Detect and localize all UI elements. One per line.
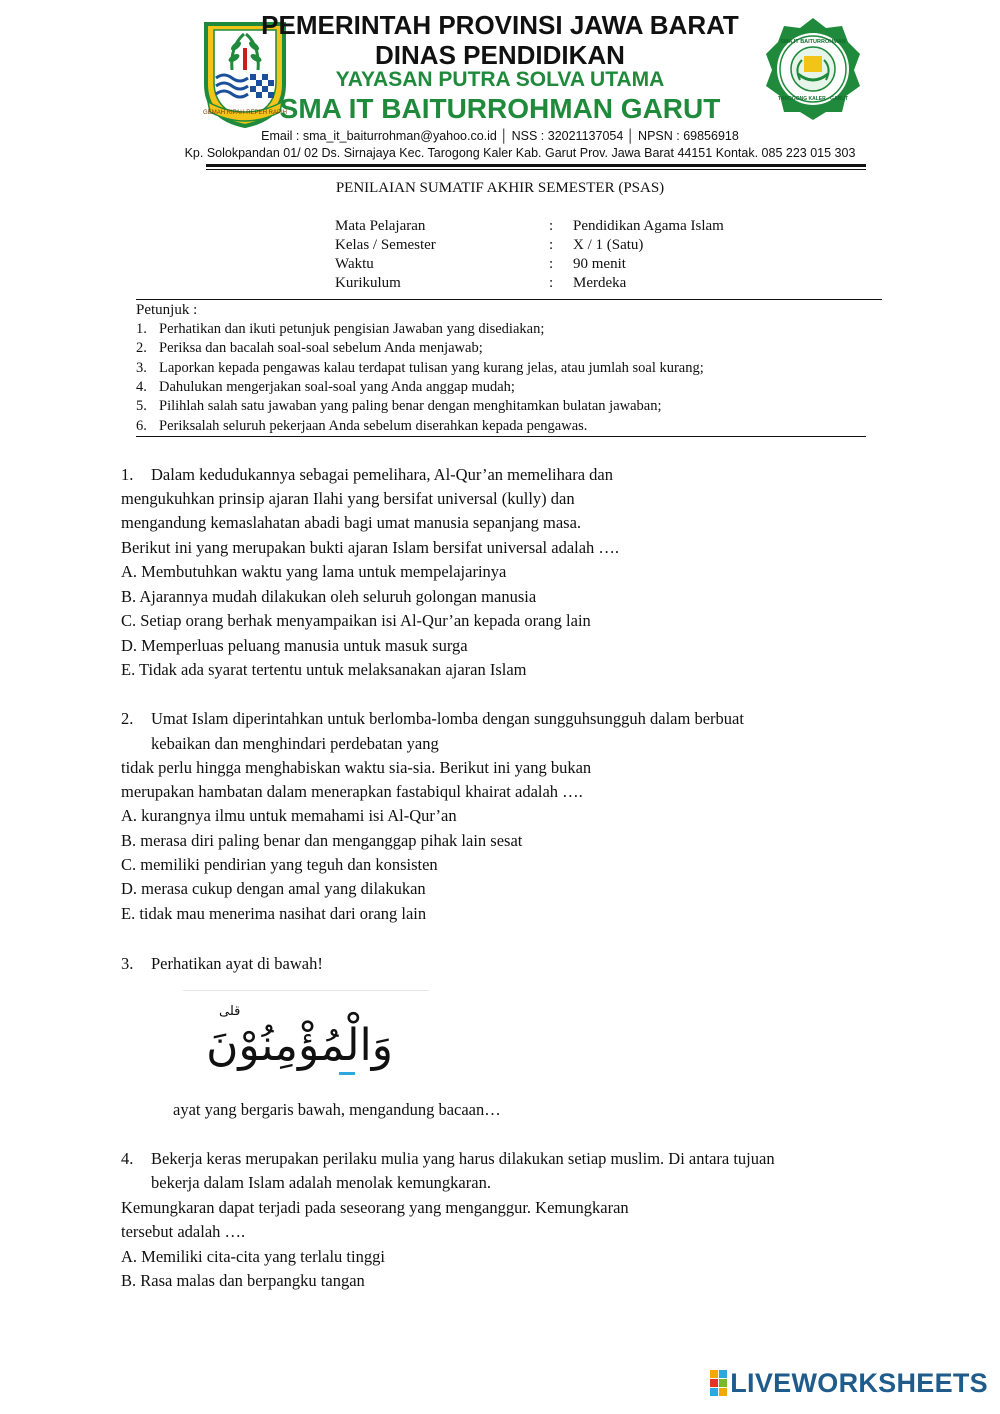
instruction-number: 2.	[136, 340, 147, 356]
arabic-verse-image	[205, 1000, 405, 1088]
answer-option-b[interactable]: B. Rasa malas dan berpangku tangan	[121, 1271, 365, 1290]
info-divider	[136, 299, 882, 300]
question-number: 2.	[121, 709, 134, 728]
info-label: Kelas / Semester	[335, 237, 436, 253]
instruction-text: Dahulukan mengerjakan soal-soal yang Anda anggap mudah;	[159, 379, 515, 395]
question-line: tersebut adalah ….	[121, 1222, 246, 1241]
arabic-highlight-underline	[339, 1072, 355, 1075]
question-caption: ayat yang bergaris bawah, mengandung bacaan…	[173, 1100, 501, 1119]
question-text	[121, 709, 744, 729]
liveworksheets-logo-icon	[710, 1370, 727, 1396]
info-value: Merdeka	[573, 275, 627, 291]
info-value: 90 menit	[573, 256, 626, 272]
arabic-verse-text: وَالْمُؤْمِنُوْنَ	[206, 1020, 393, 1071]
letterhead-contact: Email : sma_it_baiturrohman@yahoo.co.id │ NSS : 32021137054 │ NPSN : 69856918	[261, 129, 739, 143]
answer-option-e[interactable]: E. tidak mau menerima nasihat dari orang lain	[121, 904, 427, 923]
arabic-image-top-border	[183, 990, 429, 991]
letterhead-line-2: DINAS PENDIDIKAN	[375, 40, 625, 70]
question-line: Perhatikan ayat di bawah!	[151, 954, 323, 973]
info-label: Waktu	[335, 256, 374, 272]
instruction-text: Pilihlah salah satu jawaban yang paling benar dengan menghitamkan bulatan jawaban;	[159, 398, 662, 414]
question-number: 3.	[121, 954, 134, 973]
school-seal-logo	[764, 16, 862, 122]
question-line: mengandung kemaslahatan abadi bagi umat manusia sepanjang masa.	[121, 513, 582, 532]
answer-option-e[interactable]: E. Tidak ada syarat tertentu untuk melaksanakan ajaran Islam	[121, 660, 527, 679]
question-line: tidak perlu hingga menghabiskan waktu sia-sia. Berikut ini yang bukan	[121, 758, 592, 777]
question-line: merupakan hambatan dalam menerapkan fastabiqul khairat adalah ….	[121, 782, 583, 801]
answer-option-a[interactable]: A. Membutuhkan waktu yang lama untuk mempelajarinya	[121, 562, 507, 581]
instruction-number: 3.	[136, 360, 147, 376]
question-text	[121, 1149, 775, 1169]
info-label: Kurikulum	[335, 275, 401, 291]
answer-option-a[interactable]: A. kurangnya ilmu untuk memahami isi Al-Qur’an	[121, 806, 457, 825]
instruction-text: Periksa dan bacalah soal-soal sebelum Anda menjawab;	[159, 340, 483, 356]
answer-option-b[interactable]: B. merasa diri paling benar dan menganggap pihak lain sesat	[121, 831, 523, 850]
info-separator: :	[549, 218, 554, 234]
question-line: bekerja dalam Islam adalah menolak kemungkaran.	[151, 1173, 491, 1192]
question-line: Kemungkaran dapat terjadi pada seseorang yang menganggur. Kemungkaran	[121, 1198, 629, 1217]
question-line: Bekerja keras merupakan perilaku mulia yang harus dilakukan setiap muslim. Di antara tujuan	[151, 1149, 775, 1168]
instruction-number: 4.	[136, 379, 147, 395]
svg-text:GEMAH RIPAH REPEH RAPIH: GEMAH RIPAH REPEH RAPIH	[203, 110, 287, 116]
instructions-heading: Petunjuk :	[136, 302, 198, 318]
question-line: mengukuhkan prinsip ajaran Ilahi yang bersifat universal (kully) dan	[121, 489, 575, 508]
question-number: 4.	[121, 1149, 134, 1168]
info-separator: :	[549, 237, 554, 253]
letterhead-divider-thick	[206, 164, 866, 167]
question-line: Umat Islam diperintahkan untuk berlomba-lomba dengan sungguhsungguh dalam berbuat	[151, 709, 744, 728]
instruction-number: 6.	[136, 418, 147, 434]
letterhead-line-3: YAYASAN PUTRA SOLVA UTAMA	[335, 68, 665, 91]
svg-text:SMA IT BAITURROHMAN: SMA IT BAITURROHMAN	[780, 39, 846, 45]
letterhead-line-1: PEMERINTAH PROVINSI JAWA BARAT	[261, 10, 739, 40]
liveworksheets-watermark[interactable]	[710, 1368, 988, 1398]
answer-option-c[interactable]: C. memiliki pendirian yang teguh dan konsisten	[121, 855, 438, 874]
info-separator: :	[549, 275, 554, 291]
question-line: kebaikan dan menghindari perdebatan yang	[151, 734, 439, 753]
info-value: Pendidikan Agama Islam	[573, 218, 724, 234]
info-value: X / 1 (Satu)	[573, 237, 644, 253]
question-line: Berikut ini yang merupakan bukti ajaran Islam bersifat universal adalah ….	[121, 538, 620, 557]
question-text	[121, 954, 323, 974]
instruction-text: Laporkan kepada pengawas kalau terdapat tulisan yang kurang jelas, atau jumlah soal kurang;	[159, 360, 704, 376]
liveworksheets-wordmark: LIVEWORKSHEETS	[730, 1367, 988, 1398]
answer-option-d[interactable]: D. Memperluas peluang manusia untuk masuk surga	[121, 636, 468, 655]
answer-option-d[interactable]: D. merasa cukup dengan amal yang dilakukan	[121, 879, 426, 898]
instruction-number: 1.	[136, 321, 147, 337]
answer-option-c[interactable]: C. Setiap orang berhak menyampaikan isi Al-Qur’an kepada orang lain	[121, 611, 591, 630]
answer-option-a[interactable]: A. Memiliki cita-cita yang terlalu tinggi	[121, 1247, 385, 1266]
question-text	[121, 465, 613, 485]
letterhead-divider-thin	[206, 169, 866, 170]
info-separator: :	[549, 256, 554, 272]
letterhead-school-name: SMA IT BAITURROHMAN GARUT	[279, 93, 721, 124]
arabic-waqf-mark: قلى	[219, 1004, 241, 1019]
answer-option-b[interactable]: B. Ajarannya mudah dilakukan oleh seluruh golongan manusia	[121, 587, 537, 606]
letterhead-address: Kp. Solokpandan 01/ 02 Ds. Sirnajaya Kec. Tarogong Kaler Kab. Garut Prov. Jawa Barat 44151 Kontak. 085 223 015 303	[184, 146, 856, 160]
instruction-text: Periksalah seluruh pekerjaan Anda sebelum diserahkan kepada pengawas.	[159, 418, 588, 434]
question-line: Dalam kedudukannya sebagai pemelihara, Al-Qur’an memelihara dan	[151, 465, 613, 484]
instructions-divider	[136, 436, 866, 437]
instruction-text: Perhatikan dan ikuti petunjuk pengisian Jawaban yang disediakan;	[159, 321, 545, 337]
instruction-number: 5.	[136, 398, 147, 414]
question-number: 1.	[121, 465, 134, 484]
info-label: Mata Pelajaran	[335, 218, 426, 234]
exam-title: PENILAIAN SUMATIF AKHIR SEMESTER (PSAS)	[335, 180, 665, 196]
svg-text:TAROGONG KALER - GARUT: TAROGONG KALER - GARUT	[778, 96, 848, 102]
